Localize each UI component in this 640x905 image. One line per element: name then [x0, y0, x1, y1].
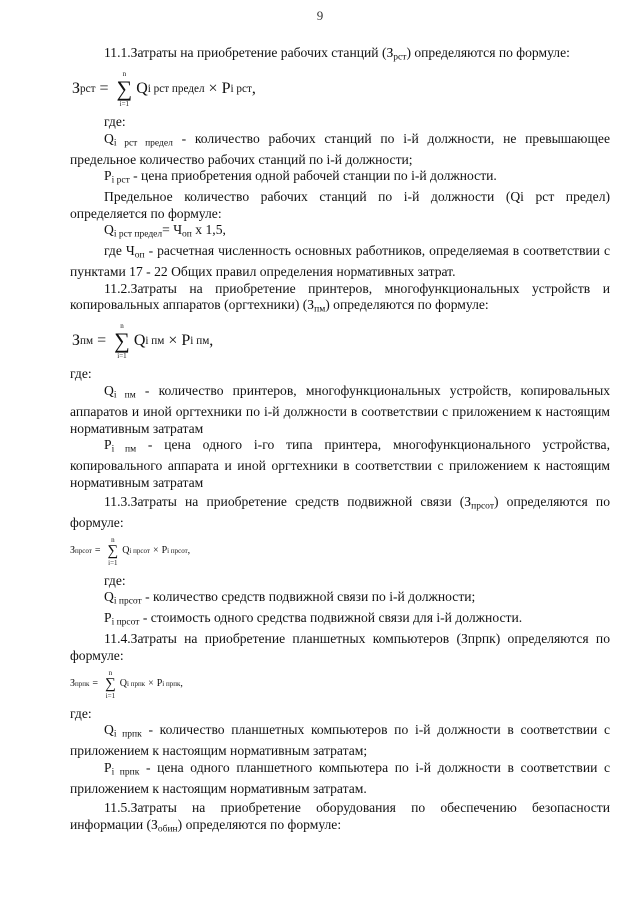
sum-sign: n ∑ i=1	[107, 535, 119, 567]
document-body	[70, 45, 610, 838]
page-number: 9	[316, 8, 324, 23]
formula-workstations: З рст = n ∑ i=1 Q i рст предел × P i рст ,	[72, 69, 256, 108]
definition-q-printers: $Q_{i пм}$ - количество принтеров, многофункциональных устройств, копировальных аппаратов и иной оргтехники по i-й должности в соответствии с приложением к настоящим нормативным затратам	[70, 382, 610, 436]
formula-mobile: З прсот = n ∑ i=1 Q i прсот × P i прсот ,	[70, 535, 191, 567]
where-label: где:	[104, 572, 126, 588]
definition-p-tablets: $P_{i прпк}$ - цена одного планшетного компьютера по i-й должности в соответствии с приложением к настоящим нормативным затратам.	[70, 759, 610, 796]
where-label: где:	[104, 113, 126, 129]
limit-paragraph: Предельное количество рабочих станций по i-й должности (Qi рст предел) определяется по формуле:	[70, 189, 610, 221]
sum-sign: n ∑ i=1	[105, 668, 116, 700]
paragraph-11-4: 11.4.Затраты на приобретение планшетных компьютеров (Зпрпк) определяются по формуле:	[70, 631, 610, 663]
formula-tablets: З прпк = n ∑ i=1 Q i прпк × P i прпк ,	[70, 668, 183, 700]
limit-formula: $Q_{i рст предел}= Ч_{оп}$ x 1,5,	[104, 222, 226, 240]
paragraph-11-5: 11.5.Затраты на приобретение оборудования по обеспечению безопасности информации $(З_{обин})$ определяются по формуле:	[70, 800, 610, 835]
definition-staff: где $Ч_{оп}$ - расчетная численность основных работников, определяемая в соответствии с пунктами 17 - 22 Общих правил определения нормативных затрат.	[70, 243, 610, 280]
paragraph-11-1: 11.1.Затраты на приобретение рабочих станций $(З_{рст})$ определяются по формуле:	[104, 45, 570, 63]
definition-q-tablets: $Q_{i прпк}$ - количество планшетных компьютеров по i-й должности в соответствии с приложением к настоящим нормативным затратам;	[70, 722, 610, 759]
paragraph-11-3: 11.3.Затраты на приобретение средств подвижной связи $(З_{прсот})$ определяются по формуле:	[70, 494, 610, 531]
sum-sign: n ∑ i=1	[114, 322, 130, 361]
definition-q-workstations: $Q_{i рст предел}$ - количество рабочих станций по i-й должности, не превышающее предельное количество рабочих станций по i-й должности;	[70, 130, 610, 167]
where-label: где:	[70, 705, 92, 721]
formula-printers: З пм = n ∑ i=1 Q i пм × P i пм ,	[72, 322, 214, 361]
where-label: где:	[70, 366, 92, 382]
definition-p-printers: $P_{i пм}$ - цена одного i-го типа принтера, многофункционального устройства, копировального аппарата и иной оргтехники в соответствии с приложением к настоящим нормативным затратам	[70, 437, 610, 490]
definition-p-workstations: $P_{i рст}$ - цена приобретения одной рабочей станции по i-й должности.	[104, 168, 497, 186]
definition-q-mobile: $Q_{i прсот}$ - количество средств подвижной связи по i-й должности;	[104, 589, 476, 607]
paragraph-11-2: 11.2.Затраты на приобретение принтеров, многофункциональных устройств и копировальных аппаратов (оргтехники) $(З_{пм})$ определяются по формуле:	[70, 280, 610, 315]
definition-p-mobile: $P_{i прсот}$ - стоимость одного средства подвижной связи для i-й должности.	[104, 610, 523, 628]
sum-sign: n ∑ i=1	[116, 69, 133, 108]
